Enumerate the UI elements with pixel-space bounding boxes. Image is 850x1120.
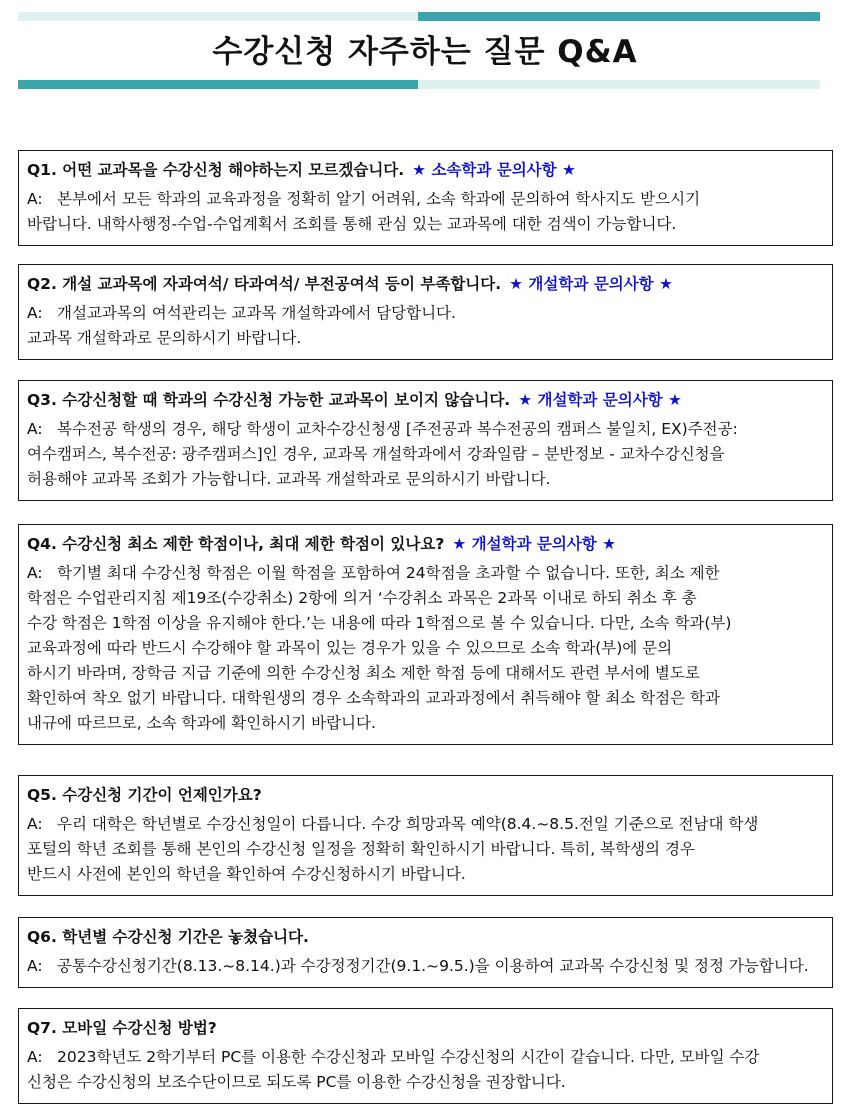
title-bar-top <box>18 12 820 21</box>
answer-q1 <box>27 187 824 237</box>
question-q3 <box>27 389 824 411</box>
contact-note: ★ 개설학과 문의사항 ★ <box>518 391 682 409</box>
contact-note: ★ 개설학과 문의사항 ★ <box>509 275 673 293</box>
answer-q4 <box>27 561 824 736</box>
answer-line: 수강 학점은 1학점 이상을 유지해야 한다.’는 내용에 따라 1학점으로 볼 수 있습니다. 다만, 소속 학과(부) <box>27 614 732 632</box>
contact-note: ★ 소속학과 문의사항 ★ <box>412 161 576 179</box>
title-bar-bottom <box>18 80 820 89</box>
question-q5 <box>27 784 824 806</box>
answer-q7 <box>27 1045 824 1095</box>
answer-line: 학점은 수업관리지침 제19조(수강취소) 2항에 의거 ‘수강취소 과목은 2과목 이내로 하되 취소 후 총 <box>27 589 697 607</box>
title-bar-bottom-light <box>418 80 820 89</box>
question-text: Q1. 어떤 교과목을 수강신청 해야하는지 모르겠습니다. <box>27 161 405 179</box>
question-text: Q2. 개설 교과목에 자과여석/ 타과여석/ 부전공여석 등이 부족합니다. <box>27 275 502 293</box>
answer-line: 교과목 개설학과로 문의하시기 바랍니다. <box>27 329 302 347</box>
question-text: Q5. 수강신청 기간이 언제인가요? <box>27 786 262 804</box>
answer-label: A: <box>27 304 43 322</box>
answer-line: 하시기 바라며, 장학금 지급 기준에 의한 수강신청 최소 제한 학점 등에 대해서도 관련 부서에 별도로 <box>27 664 700 682</box>
answer-label: A: <box>27 420 43 438</box>
answer-line: 학기별 최대 수강신청 학점은 이월 학점을 포함하여 24학점을 초과할 수 없습니다. 또한, 최소 제한 <box>57 564 720 582</box>
answer-line: 반드시 사전에 본인의 학년을 확인하여 수강신청하시기 바랍니다. <box>27 865 466 883</box>
answer-line: 개설교과목의 여석관리는 교과목 개설학과에서 담당합니다. <box>57 304 456 322</box>
answer-q6 <box>27 954 824 979</box>
answer-line: 여수캠퍼스, 복수전공: 광주캠퍼스]인 경우, 교과목 개설학과에서 강좌일람 – 분반정보 - 교차수강신청을 <box>27 445 725 463</box>
answer-line: 확인하여 착오 없기 바랍니다. 대학원생의 경우 소속학과의 교과과정에서 취득해야 할 최소 학점은 학과 <box>27 689 720 707</box>
qa-box-q6 <box>18 917 833 988</box>
answer-label: A: <box>27 815 43 833</box>
answer-line: 교육과정에 따라 반드시 수강해야 할 과목이 있는 경우가 있을 수 있으므로 소속 학과(부)에 문의 <box>27 639 673 657</box>
answer-line: 2023학년도 2학기부터 PC를 이용한 수강신청과 모바일 수강신청의 시간이 같습니다. 다만, 모바일 수강 <box>57 1048 760 1066</box>
qa-box-q4 <box>18 524 833 745</box>
title-bar-bottom-dark <box>18 80 418 89</box>
answer-q3 <box>27 417 824 492</box>
answer-line: 바랍니다. 내학사행정-수업-수업계획서 조회를 통해 관심 있는 교과목에 대한 검색이 가능합니다. <box>27 215 677 233</box>
answer-line: 공통수강신청기간(8.13.~8.14.)과 수강정정기간(9.1.~9.5.)을 이용하여 교과목 수강신청 및 정정 가능합니다. <box>57 957 809 975</box>
page-title: 수강신청 자주하는 질문 Q&A <box>212 34 638 70</box>
qa-box-q2 <box>18 264 833 360</box>
question-q7 <box>27 1017 824 1039</box>
question-text: Q3. 수강신청할 때 학과의 수강신청 가능한 교과목이 보이지 않습니다. <box>27 391 511 409</box>
answer-line: 본부에서 모든 학과의 교육과정을 정확히 알기 어려워, 소속 학과에 문의하여 학사지도 받으시기 <box>57 190 701 208</box>
title-bar-top-dark <box>418 12 820 21</box>
answer-line: 신청은 수강신청의 보조수단이므로 되도록 PC를 이용한 수강신청을 권장합니다. <box>27 1073 566 1091</box>
qa-box-q5 <box>18 775 833 896</box>
contact-note: ★ 개설학과 문의사항 ★ <box>452 535 617 553</box>
answer-label: A: <box>27 190 43 208</box>
answer-label: A: <box>27 564 43 582</box>
question-q1 <box>27 159 824 181</box>
answer-label: A: <box>27 957 43 975</box>
question-q4 <box>27 533 824 555</box>
answer-line: 허용해야 교과목 조회가 가능합니다. 교과목 개설학과로 문의하시기 바랍니다. <box>27 470 551 488</box>
qa-box-q3 <box>18 380 833 501</box>
answer-label: A: <box>27 1048 43 1066</box>
qa-box-q1 <box>18 150 833 246</box>
answer-line: 포털의 학년 조회를 통해 본인의 수강신청 일정을 정확히 확인하시기 바랍니다. 특히, 복학생의 경우 <box>27 840 695 858</box>
answer-line: 복수전공 학생의 경우, 해당 학생이 교차수강신청생 [주전공과 복수전공의 캠퍼스 불일치, EX)주전공: <box>57 420 738 438</box>
question-text: Q7. 모바일 수강신청 방법? <box>27 1019 217 1037</box>
question-text: Q6. 학년별 수강신청 기간은 놓쳤습니다. <box>27 928 309 946</box>
answer-line: 우리 대학은 학년별로 수강신청일이 다릅니다. 수강 희망과목 예약(8.4.~8.5.전일 기준으로 전남대 학생 <box>57 815 759 833</box>
question-text: Q4. 수강신청 최소 제한 학점이나, 최대 제한 학점이 있나요? <box>27 535 445 553</box>
answer-q5 <box>27 812 824 887</box>
qa-box-q7 <box>18 1008 833 1104</box>
answer-line: 내규에 따르므로, 소속 학과에 확인하시기 바랍니다. <box>27 714 376 732</box>
answer-q2 <box>27 301 824 351</box>
title-bar-top-light <box>18 12 418 21</box>
question-q6 <box>27 926 824 948</box>
question-q2 <box>27 273 824 295</box>
